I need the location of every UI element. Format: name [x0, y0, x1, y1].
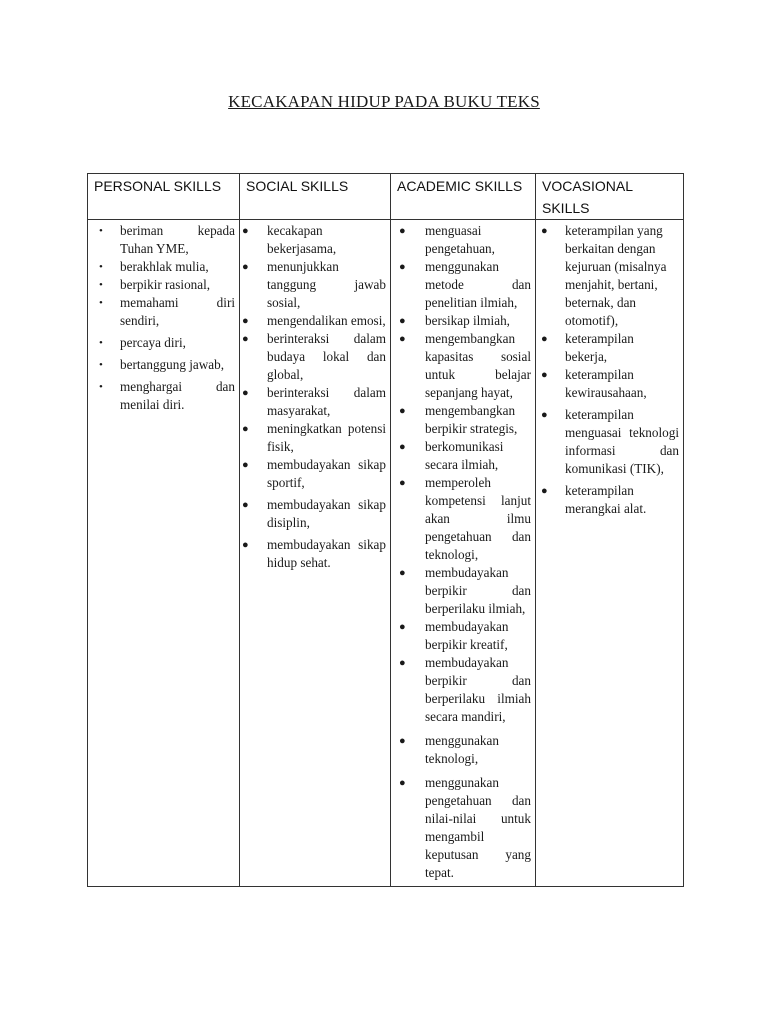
list-item: ● membudayakan berpikir kreatif,	[399, 619, 509, 652]
list-item: • menghargai dan menilai diri.	[99, 379, 235, 412]
bullet-icon: ●	[541, 485, 548, 497]
bullet-icon: •	[99, 337, 103, 349]
list-item: ● menggunakan metode dan penelitian ilmiah,	[399, 259, 531, 310]
list-item: ● berinteraksi dalam budaya lokal dan global,	[242, 331, 386, 382]
list-item: ● membudayakan sikap disiplin,	[242, 497, 386, 530]
list-item: • bertanggung jawab,	[99, 357, 224, 372]
personal-skills-cell	[88, 220, 240, 887]
list-item: ● keterampilan bekerja,	[541, 331, 634, 364]
header-vocational-skills: VOCASIONAL SKILLS	[536, 174, 684, 220]
bullet-icon: ●	[242, 261, 249, 273]
academic-skills-cell	[391, 220, 536, 887]
list-item: • memahami diri sendiri,	[99, 295, 235, 328]
list-item: ● keterampilan kewirausahaan,	[541, 367, 647, 400]
bullet-icon: ●	[242, 423, 249, 435]
vocational-skills-list	[538, 222, 679, 518]
content-row	[88, 220, 684, 887]
header-row	[88, 174, 684, 220]
list-item: ● mengembangkan kapasitas sosial untuk belajar sepanjang hayat,	[399, 331, 531, 400]
list-item: ● keterampilan merangkai alat.	[541, 483, 647, 516]
bullet-icon: ●	[399, 657, 406, 669]
bullet-icon: •	[99, 359, 103, 371]
list-item: ● mengembangkan berpikir strategis,	[399, 403, 518, 436]
social-skills-cell	[240, 220, 391, 887]
bullet-icon: •	[99, 225, 103, 237]
life-skills-table	[87, 173, 684, 887]
bullet-icon: ●	[541, 369, 548, 381]
list-item: ● menunjukkan tanggung jawab sosial,	[242, 259, 386, 310]
bullet-icon: ●	[399, 567, 406, 579]
list-item: ● berkomunikasi secara ilmiah,	[399, 439, 504, 472]
bullet-icon: ●	[399, 735, 406, 747]
list-item: ● membudayakan sikap hidup sehat.	[242, 537, 386, 570]
bullet-icon: ●	[399, 333, 406, 345]
bullet-icon: ●	[541, 409, 548, 421]
list-item: ● mengendalikan emosi,	[242, 313, 386, 328]
bullet-icon: ●	[399, 441, 406, 453]
vocational-skills-cell	[536, 220, 684, 887]
bullet-icon: ●	[541, 333, 548, 345]
bullet-icon: ●	[399, 621, 406, 633]
bullet-icon: ●	[541, 225, 548, 237]
list-item: ● memperoleh kompetensi lanjut akan ilmu pengetahuan dan teknologi,	[399, 475, 531, 562]
header-social-skills: SOCIAL SKILLS	[240, 174, 391, 220]
bullet-icon: ●	[242, 387, 249, 399]
bullet-icon: ●	[242, 225, 249, 237]
bullet-icon: •	[99, 261, 103, 273]
list-item: ● menggunakan teknologi,	[399, 733, 499, 766]
academic-skills-list	[393, 222, 531, 882]
list-item: ● kecakapan bekerjasama,	[242, 223, 337, 256]
list-item: ● keterampilan menguasai teknologi informasi dan komunikasi (TIK),	[541, 407, 679, 476]
list-item: • berakhlak mulia,	[99, 259, 209, 274]
bullet-icon: ●	[242, 333, 249, 345]
bullet-icon: •	[99, 381, 103, 393]
list-item: ● berinteraksi dalam masyarakat,	[242, 385, 386, 418]
social-skills-list	[242, 222, 386, 572]
list-item: ● menguasai pengetahuan,	[399, 223, 495, 256]
bullet-icon: ●	[399, 261, 406, 273]
bullet-icon: ●	[242, 315, 249, 327]
list-item: ● membudayakan sikap sportif,	[242, 457, 386, 490]
personal-skills-list	[90, 222, 235, 414]
list-item: ● bersikap ilmiah,	[399, 313, 510, 328]
list-item: ● membudayakan berpikir dan berperilaku ilmiah,	[399, 565, 531, 616]
header-academic-skills: ACADEMIC SKILLS	[391, 174, 536, 220]
list-item: ● menggunakan pengetahuan dan nilai-nilai untuk mengambil keputusan yang tepat.	[399, 775, 531, 880]
bullet-icon: ●	[242, 499, 249, 511]
list-item: • berpikir rasional,	[99, 277, 211, 292]
bullet-icon: ●	[242, 539, 249, 551]
bullet-icon: ●	[242, 459, 249, 471]
list-item: ● meningkatkan potensi fisik,	[242, 421, 386, 454]
bullet-icon: ●	[399, 477, 406, 489]
list-item: • beriman kepada Tuhan YME,	[99, 223, 235, 256]
bullet-icon: ●	[399, 225, 406, 237]
bullet-icon: •	[99, 279, 103, 291]
list-item: ● keterampilan yang berkaitan dengan kejuruan (misalnya menjahit, bertani, beternak, dan otomotif),	[541, 223, 667, 328]
bullet-icon: ●	[399, 777, 406, 789]
bullet-icon: ●	[399, 405, 406, 417]
bullet-icon: ●	[399, 315, 406, 327]
bullet-icon: •	[99, 297, 103, 309]
header-personal-skills: PERSONAL SKILLS	[88, 174, 240, 220]
page-title: KECAKAPAN HIDUP PADA BUKU TEKS	[228, 92, 540, 111]
list-item: ● membudayakan berpikir dan berperilaku ilmiah secara mandiri,	[399, 655, 531, 724]
list-item: • percaya diri,	[99, 335, 186, 350]
